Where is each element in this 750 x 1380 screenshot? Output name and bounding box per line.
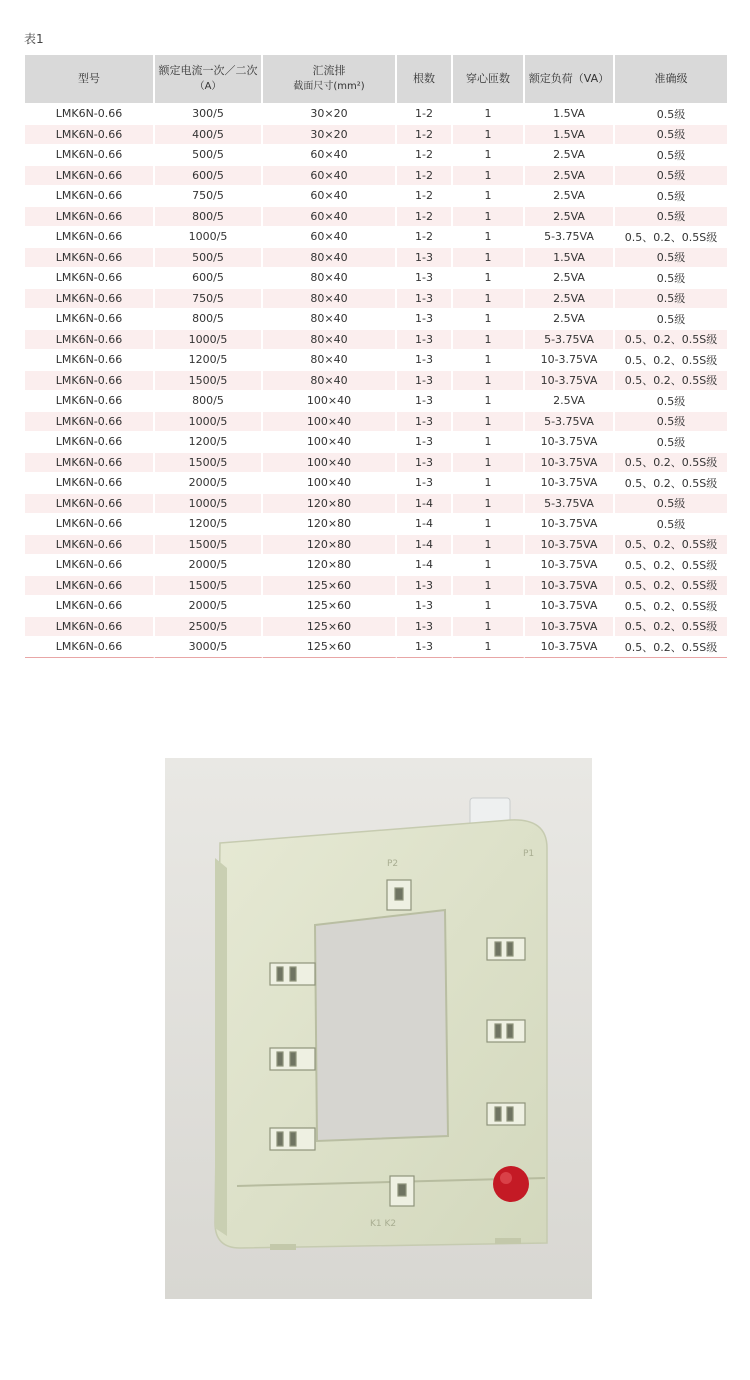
cell-accuracy: 0.5级 [615,144,727,165]
cell-rated-load: 10-3.75VA [525,452,615,473]
table-row [25,431,727,452]
table-row [25,329,727,350]
cell-accuracy: 0.5级 [615,288,727,309]
cell-turns: 1 [453,472,525,493]
cell-accuracy: 0.5级 [615,513,727,534]
cell-rated-current: 1200/5 [155,431,263,452]
cell-model: LMK6N-0.66 [25,185,155,206]
cell-rated-current: 1000/5 [155,329,263,350]
cell-accuracy: 0.5、0.2、0.5S级 [615,534,727,555]
foot-right [495,1238,521,1244]
cell-busbar-size: 80×40 [263,349,397,370]
cell-accuracy: 0.5、0.2、0.5S级 [615,329,727,350]
table-row [25,575,727,596]
cell-count: 1-3 [397,411,453,432]
cell-busbar-size: 100×40 [263,411,397,432]
cell-rated-current: 1200/5 [155,349,263,370]
cell-count: 1-3 [397,308,453,329]
cell-turns: 1 [453,554,525,575]
cell-rated-load: 10-3.75VA [525,349,615,370]
table-row [25,534,727,555]
cell-rated-load: 10-3.75VA [525,370,615,391]
cell-rated-load: 10-3.75VA [525,575,615,596]
cell-accuracy: 0.5级 [615,411,727,432]
cell-busbar-size: 120×80 [263,554,397,575]
cell-accuracy: 0.5、0.2、0.5S级 [615,452,727,473]
cell-busbar-size: 60×40 [263,165,397,186]
foot-left [270,1244,296,1250]
cell-rated-load: 2.5VA [525,165,615,186]
spec-table [25,55,727,658]
cell-count: 1-2 [397,144,453,165]
cell-rated-current: 1500/5 [155,575,263,596]
table-row [25,267,727,288]
cell-model: LMK6N-0.66 [25,636,155,658]
cell-count: 1-3 [397,452,453,473]
cell-model: LMK6N-0.66 [25,329,155,350]
cell-busbar-size: 125×60 [263,616,397,637]
cell-model: LMK6N-0.66 [25,534,155,555]
cell-accuracy: 0.5、0.2、0.5S级 [615,575,727,596]
cell-count: 1-3 [397,431,453,452]
product-photo [165,758,592,1299]
cell-rated-load: 2.5VA [525,185,615,206]
cell-busbar-size: 60×40 [263,206,397,227]
table-row [25,370,727,391]
cell-rated-current: 400/5 [155,124,263,145]
label-k1-k2: K1 K2 [370,1219,397,1229]
cell-accuracy: 0.5、0.2、0.5S级 [615,595,727,616]
table-row [25,288,727,309]
cell-turns: 1 [453,329,525,350]
cell-busbar-size: 60×40 [263,144,397,165]
cell-rated-load: 10-3.75VA [525,636,615,658]
cell-turns: 1 [453,267,525,288]
cell-rated-current: 1000/5 [155,493,263,514]
cell-rated-load: 5-3.75VA [525,329,615,350]
cell-count: 1-3 [397,575,453,596]
table-row [25,308,727,329]
cell-model: LMK6N-0.66 [25,247,155,268]
cell-model: LMK6N-0.66 [25,370,155,391]
cell-busbar-size: 80×40 [263,267,397,288]
cell-rated-current: 800/5 [155,308,263,329]
cell-model: LMK6N-0.66 [25,206,155,227]
cell-turns: 1 [453,288,525,309]
table-row [25,124,727,145]
cell-rated-load: 1.5VA [525,247,615,268]
cell-rated-current: 3000/5 [155,636,263,658]
cell-turns: 1 [453,185,525,206]
cell-turns: 1 [453,124,525,145]
cell-rated-current: 2000/5 [155,472,263,493]
table-row [25,144,727,165]
cell-accuracy: 0.5、0.2、0.5S级 [615,349,727,370]
cell-turns: 1 [453,370,525,391]
cell-turns: 1 [453,534,525,555]
cell-model: LMK6N-0.66 [25,165,155,186]
cell-model: LMK6N-0.66 [25,575,155,596]
table-row [25,185,727,206]
cell-count: 1-2 [397,124,453,145]
cell-rated-current: 1000/5 [155,411,263,432]
cell-rated-current: 600/5 [155,165,263,186]
cell-model: LMK6N-0.66 [25,349,155,370]
red-indicator-button [493,1166,529,1202]
window-opening [315,910,448,1141]
cell-accuracy: 0.5级 [615,185,727,206]
cell-busbar-size: 120×80 [263,493,397,514]
cell-count: 1-3 [397,595,453,616]
cell-rated-load: 10-3.75VA [525,616,615,637]
cell-accuracy: 0.5级 [615,206,727,227]
cell-busbar-size: 80×40 [263,329,397,350]
cell-rated-load: 2.5VA [525,288,615,309]
cell-busbar-size: 80×40 [263,288,397,309]
cell-count: 1-3 [397,390,453,411]
cell-count: 1-2 [397,185,453,206]
cell-busbar-size: 100×40 [263,452,397,473]
cell-model: LMK6N-0.66 [25,124,155,145]
cell-turns: 1 [453,431,525,452]
cell-accuracy: 0.5级 [615,165,727,186]
cell-turns: 1 [453,349,525,370]
cell-turns: 1 [453,226,525,247]
cell-busbar-size: 30×20 [263,124,397,145]
cell-busbar-size: 60×40 [263,226,397,247]
cell-accuracy: 0.5级 [615,103,727,124]
label-p2: P2 [387,859,399,869]
cell-count: 1-3 [397,370,453,391]
cell-busbar-size: 120×80 [263,534,397,555]
cell-accuracy: 0.5级 [615,308,727,329]
cell-accuracy: 0.5级 [615,431,727,452]
cell-busbar-size: 80×40 [263,370,397,391]
cell-model: LMK6N-0.66 [25,493,155,514]
cell-accuracy: 0.5级 [615,493,727,514]
cell-turns: 1 [453,165,525,186]
cell-rated-current: 750/5 [155,288,263,309]
cell-model: LMK6N-0.66 [25,452,155,473]
cell-count: 1-2 [397,206,453,227]
cell-accuracy: 0.5、0.2、0.5S级 [615,370,727,391]
cell-turns: 1 [453,575,525,596]
cell-count: 1-3 [397,288,453,309]
table-row [25,226,727,247]
table-row [25,206,727,227]
cell-accuracy: 0.5、0.2、0.5S级 [615,472,727,493]
cell-rated-current: 750/5 [155,185,263,206]
cell-model: LMK6N-0.66 [25,103,155,124]
cell-count: 1-3 [397,329,453,350]
cell-rated-current: 1000/5 [155,226,263,247]
cell-accuracy: 0.5级 [615,247,727,268]
label-p1: P1 [523,849,535,859]
cell-turns: 1 [453,103,525,124]
cell-rated-current: 2500/5 [155,616,263,637]
cell-model: LMK6N-0.66 [25,144,155,165]
cell-rated-current: 300/5 [155,103,263,124]
cell-model: LMK6N-0.66 [25,595,155,616]
table-row [25,513,727,534]
cell-model: LMK6N-0.66 [25,308,155,329]
cell-busbar-size: 80×40 [263,247,397,268]
col-header-rated-load: 额定负荷（VA） [525,55,615,103]
cell-rated-current: 2000/5 [155,554,263,575]
cell-count: 1-3 [397,267,453,288]
cell-accuracy: 0.5、0.2、0.5S级 [615,226,727,247]
cell-busbar-size: 125×60 [263,575,397,596]
cell-busbar-size: 60×40 [263,185,397,206]
cell-model: LMK6N-0.66 [25,616,155,637]
cell-count: 1-4 [397,534,453,555]
cell-model: LMK6N-0.66 [25,267,155,288]
cell-rated-load: 10-3.75VA [525,431,615,452]
cell-model: LMK6N-0.66 [25,431,155,452]
cell-turns: 1 [453,308,525,329]
cell-count: 1-4 [397,554,453,575]
table-row [25,103,727,124]
cell-accuracy: 0.5、0.2、0.5S级 [615,636,727,658]
cell-rated-current: 1500/5 [155,452,263,473]
cell-rated-current: 800/5 [155,206,263,227]
cell-busbar-size: 100×40 [263,390,397,411]
cell-model: LMK6N-0.66 [25,390,155,411]
cell-busbar-size: 80×40 [263,308,397,329]
table-row [25,165,727,186]
cell-rated-load: 2.5VA [525,267,615,288]
table-row [25,554,727,575]
table-row [25,616,727,637]
table-row [25,349,727,370]
col-header-turns: 穿心匝数 [453,55,525,103]
cell-rated-load: 5-3.75VA [525,226,615,247]
cell-count: 1-3 [397,636,453,658]
cell-model: LMK6N-0.66 [25,226,155,247]
cell-turns: 1 [453,144,525,165]
cell-accuracy: 0.5级 [615,390,727,411]
cell-busbar-size: 30×20 [263,103,397,124]
cell-rated-load: 1.5VA [525,103,615,124]
cell-rated-current: 2000/5 [155,595,263,616]
cell-accuracy: 0.5、0.2、0.5S级 [615,616,727,637]
cell-count: 1-4 [397,493,453,514]
cell-busbar-size: 100×40 [263,472,397,493]
col-header-count: 根数 [397,55,453,103]
col-header-model: 型号 [25,55,155,103]
cell-model: LMK6N-0.66 [25,288,155,309]
cell-rated-current: 800/5 [155,390,263,411]
cell-accuracy: 0.5级 [615,267,727,288]
cell-count: 1-3 [397,616,453,637]
cell-rated-current: 1500/5 [155,370,263,391]
cell-turns: 1 [453,493,525,514]
table-header-row [25,55,727,103]
cell-rated-load: 5-3.75VA [525,411,615,432]
table-row [25,493,727,514]
cell-model: LMK6N-0.66 [25,411,155,432]
cell-rated-load: 2.5VA [525,144,615,165]
cell-rated-load: 10-3.75VA [525,595,615,616]
cell-count: 1-2 [397,103,453,124]
cell-rated-load: 10-3.75VA [525,554,615,575]
cell-rated-current: 1500/5 [155,534,263,555]
cell-rated-current: 600/5 [155,267,263,288]
cell-busbar-size: 100×40 [263,431,397,452]
cell-rated-load: 10-3.75VA [525,513,615,534]
table-row [25,472,727,493]
table-row [25,595,727,616]
table-caption: 表1 [24,32,44,46]
cell-rated-load: 10-3.75VA [525,472,615,493]
table-row [25,636,727,658]
cell-accuracy: 0.5、0.2、0.5S级 [615,554,727,575]
table-row [25,390,727,411]
cell-turns: 1 [453,247,525,268]
cell-model: LMK6N-0.66 [25,472,155,493]
cell-rated-current: 500/5 [155,247,263,268]
cell-rated-current: 1200/5 [155,513,263,534]
cell-accuracy: 0.5级 [615,124,727,145]
cell-rated-load: 2.5VA [525,308,615,329]
cell-rated-load: 10-3.75VA [525,534,615,555]
cell-rated-load: 2.5VA [525,390,615,411]
cell-count: 1-3 [397,247,453,268]
cell-turns: 1 [453,452,525,473]
cell-turns: 1 [453,513,525,534]
body-side [215,858,227,1236]
cell-count: 1-3 [397,472,453,493]
cell-turns: 1 [453,206,525,227]
col-header-rated-current: 额定电流一次／二次 （A） [155,55,263,103]
cell-count: 1-2 [397,165,453,186]
cell-count: 1-2 [397,226,453,247]
cell-rated-load: 2.5VA [525,206,615,227]
table-row [25,452,727,473]
cell-turns: 1 [453,390,525,411]
cell-model: LMK6N-0.66 [25,554,155,575]
cell-rated-load: 5-3.75VA [525,493,615,514]
cell-busbar-size: 125×60 [263,636,397,658]
cell-turns: 1 [453,636,525,658]
cell-busbar-size: 120×80 [263,513,397,534]
col-header-busbar-size: 汇流排 截面尺寸(mm²) [263,55,397,103]
cell-rated-load: 1.5VA [525,124,615,145]
cell-turns: 1 [453,616,525,637]
col-header-accuracy: 准确级 [615,55,727,103]
cell-turns: 1 [453,411,525,432]
cell-count: 1-3 [397,349,453,370]
table-row [25,247,727,268]
cell-model: LMK6N-0.66 [25,513,155,534]
table-row [25,411,727,432]
cell-rated-current: 500/5 [155,144,263,165]
cell-busbar-size: 125×60 [263,595,397,616]
cell-turns: 1 [453,595,525,616]
cell-count: 1-4 [397,513,453,534]
